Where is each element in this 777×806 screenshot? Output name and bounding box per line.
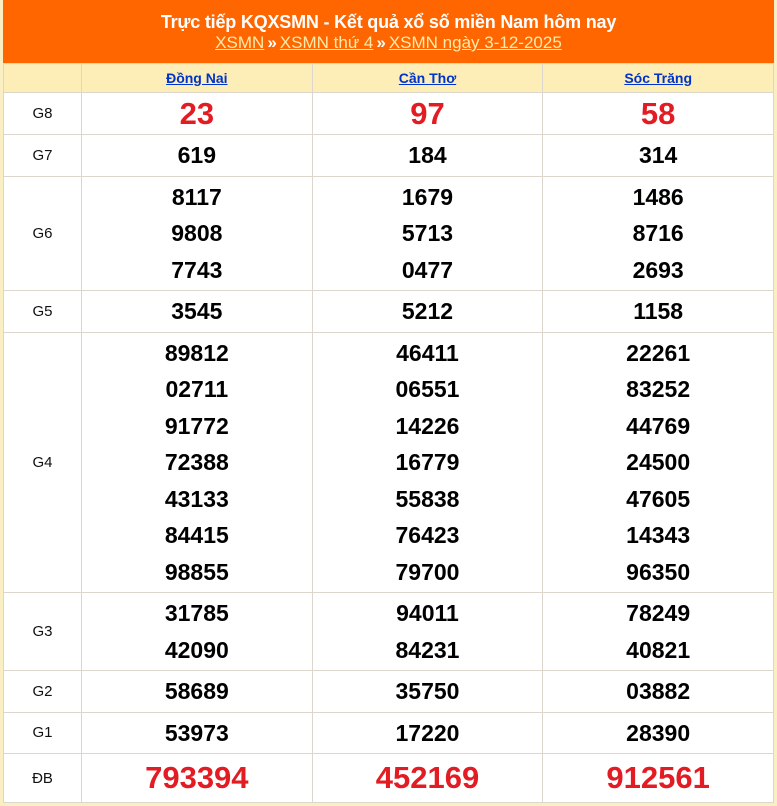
prize-number: 8716 <box>632 220 684 246</box>
page-title: Trực tiếp KQXSMN - Kết quả xổ số miền Nam hôm nay <box>160 12 617 32</box>
prize-number: 97 <box>410 96 445 131</box>
prize-number: 5713 <box>401 220 454 246</box>
prize-cell <box>82 332 313 593</box>
results-header <box>3 0 774 63</box>
prize-number: 40821 <box>626 636 691 663</box>
prize-row-g8 <box>4 93 774 135</box>
prize-number: 22261 <box>626 339 691 366</box>
prize-label: ĐB <box>4 754 82 803</box>
prize-cell <box>82 712 313 754</box>
prize-number: 03882 <box>626 678 691 704</box>
prize-number: 0477 <box>401 256 454 283</box>
results-table <box>3 63 774 803</box>
prize-number: 912561 <box>606 760 710 795</box>
prize-number: 23 <box>179 96 215 131</box>
prize-number: 314 <box>638 142 678 168</box>
prize-number: 02711 <box>165 376 229 402</box>
breadcrumb-xsmn[interactable]: XSMN <box>215 33 265 52</box>
prize-cell <box>543 332 774 593</box>
prize-number: 79700 <box>395 558 460 585</box>
prize-row-g5 <box>4 291 774 333</box>
prize-cell <box>543 754 774 803</box>
prize-number: 35750 <box>395 678 460 704</box>
prize-number: 14226 <box>395 412 460 439</box>
prize-number: 53973 <box>164 719 229 746</box>
prize-cell <box>312 754 543 803</box>
prize-number: 17220 <box>395 719 460 746</box>
province-link-can-tho[interactable]: Cần Thơ <box>398 70 457 86</box>
prize-number: 619 <box>177 142 217 168</box>
prize-number: 1486 <box>632 183 684 210</box>
prize-label: G3 <box>4 593 82 671</box>
prize-number: 3545 <box>171 298 223 324</box>
prize-number: 83252 <box>626 376 691 402</box>
prize-number: 76423 <box>395 522 460 548</box>
prize-number: 43133 <box>164 485 229 512</box>
prize-number: 5212 <box>401 298 454 324</box>
prize-number: 44769 <box>626 412 691 439</box>
prize-number: 8117 <box>171 183 222 210</box>
prize-number: 31785 <box>164 600 229 626</box>
breadcrumb-xsmn-date[interactable]: XSMN ngày 3-12-2025 <box>388 33 562 52</box>
province-link-soc-trang[interactable]: Sóc Trăng <box>624 70 692 86</box>
prize-number: 84415 <box>164 522 229 548</box>
prize-label: G4 <box>4 332 82 593</box>
prize-row-g1 <box>4 712 774 754</box>
prize-number: 91772 <box>164 412 229 439</box>
prize-row-g2 <box>4 671 774 713</box>
prize-cell <box>82 671 313 713</box>
prize-number: 793394 <box>145 760 249 795</box>
prize-label: G1 <box>4 712 82 754</box>
prize-label: G5 <box>4 291 82 333</box>
breadcrumb-separator: » <box>376 33 386 52</box>
prize-cell <box>312 712 543 754</box>
prize-cell <box>82 593 313 671</box>
prize-cell <box>543 135 774 177</box>
prize-cell <box>543 176 774 291</box>
prize-number: 24500 <box>626 449 691 475</box>
prize-cell <box>543 291 774 333</box>
prize-cell <box>312 93 543 135</box>
prize-cell <box>312 671 543 713</box>
prize-cell <box>312 176 543 291</box>
prize-cell <box>312 135 543 177</box>
prize-number: 9808 <box>171 220 223 246</box>
prize-number: 452169 <box>375 760 480 795</box>
province-link-dong-nai[interactable]: Đồng Nai <box>166 70 228 86</box>
prize-number: 98855 <box>164 558 229 585</box>
prize-number: 78249 <box>626 600 691 626</box>
prize-number: 84231 <box>395 636 460 663</box>
prize-cell <box>543 93 774 135</box>
prize-cell <box>543 712 774 754</box>
prize-label: G8 <box>4 93 82 135</box>
prize-number: 7743 <box>171 256 223 283</box>
prize-row-db <box>4 754 774 803</box>
prize-number: 16779 <box>395 449 460 475</box>
prize-number: 96350 <box>626 558 691 585</box>
prize-cell <box>543 671 774 713</box>
breadcrumb-separator: » <box>267 33 277 52</box>
prize-cell <box>82 93 313 135</box>
prize-number: 2693 <box>632 256 684 283</box>
prize-cell <box>82 135 313 177</box>
prize-number: 58689 <box>164 678 229 704</box>
prize-cell <box>543 593 774 671</box>
prize-label: G7 <box>4 135 82 177</box>
prize-number: 94011 <box>396 600 459 626</box>
prize-number: 72388 <box>164 449 229 475</box>
prize-number: 42090 <box>164 636 229 663</box>
prize-cell <box>82 291 313 333</box>
prize-number: 46411 <box>396 339 459 366</box>
prize-cell <box>312 291 543 333</box>
prize-label: G6 <box>4 176 82 291</box>
prize-label: G2 <box>4 671 82 713</box>
prize-cell <box>312 593 543 671</box>
prize-cell <box>82 176 313 291</box>
prize-number: 55838 <box>395 485 460 512</box>
prize-number: 1679 <box>401 183 454 210</box>
results-body <box>4 93 774 803</box>
prize-column-header <box>4 64 82 93</box>
prize-cell <box>82 754 313 803</box>
prize-row-g4 <box>4 332 774 593</box>
prize-cell <box>312 332 543 593</box>
prize-row-g3 <box>4 593 774 671</box>
breadcrumb-xsmn-thu-4[interactable]: XSMN thứ 4 <box>279 33 374 52</box>
prize-number: 28390 <box>626 719 691 746</box>
prize-number: 89812 <box>164 339 229 366</box>
province-header-row <box>4 64 774 93</box>
breadcrumb <box>3 33 774 53</box>
prize-number: 06551 <box>395 376 460 402</box>
prize-number: 47605 <box>626 485 691 512</box>
prize-number: 14343 <box>626 522 691 548</box>
prize-number: 58 <box>640 96 676 131</box>
prize-number: 1158 <box>633 298 684 324</box>
prize-number: 184 <box>408 142 447 168</box>
prize-row-g7 <box>4 135 774 177</box>
prize-row-g6 <box>4 176 774 291</box>
